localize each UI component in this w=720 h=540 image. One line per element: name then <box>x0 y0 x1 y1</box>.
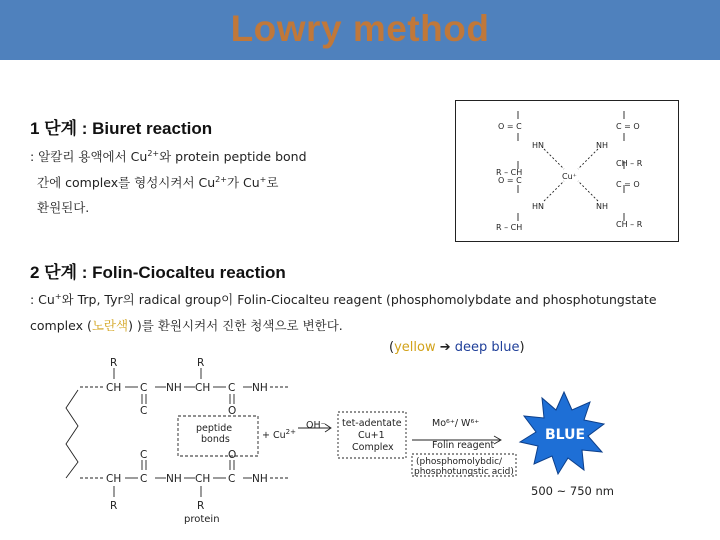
step1-line1-a: : 알칼리 용액에서 Cu <box>30 149 148 164</box>
biuret-cu-label: Cu⁺ <box>562 172 577 181</box>
nh-atom: NH <box>166 382 182 394</box>
biuret-label: CH – R <box>616 220 643 229</box>
step1-heading: 1 단계 : Biuret reaction <box>30 119 213 138</box>
blue-starburst-icon <box>520 392 604 474</box>
ch-atom: CH <box>195 473 211 485</box>
step2-line1-b: 와 Trp, Tyr의 radical group이 Folin-Ciocalteu reagent (phosphomolybdate and phosphotungstate <box>61 292 657 307</box>
step2-line2-yellow: 노란색 <box>91 318 129 333</box>
wavelength-label: 500 ~ 750 nm <box>531 484 614 498</box>
folin-reagent-label: phosphotungstic acid) <box>414 467 514 477</box>
tetradentate-label: Cu+1 <box>358 430 385 441</box>
biuret-complex-structure <box>455 100 679 242</box>
step2-line1-sup: + <box>54 292 62 301</box>
step1-line2-a: 간에 complex를 형성시켜서 Cu <box>37 175 216 190</box>
peptide-bonds-label: bonds <box>201 434 230 445</box>
c-atom: C <box>140 405 148 417</box>
biuret-complex-diagram <box>456 101 678 241</box>
oh-label: OH⁻ <box>306 420 326 431</box>
step1-line2-c: 로 <box>266 175 279 190</box>
step1-line2-sup2: + <box>259 175 267 184</box>
biuret-label: NH <box>596 202 608 211</box>
biuret-label: R – CH <box>496 168 523 177</box>
tetradentate-label: Complex <box>352 442 394 453</box>
o-atom: O <box>228 449 237 461</box>
biuret-label: HN <box>532 202 544 211</box>
tetradentate-label: tet-adentate <box>342 418 402 429</box>
r-group: R <box>197 500 205 512</box>
biuret-label: CH – R <box>616 159 643 168</box>
c-atom: C <box>228 473 236 485</box>
folin-reaction-diagram <box>0 350 720 538</box>
plus-cu-label: + $Cu^{2+}$ <box>262 428 296 441</box>
biuret-label: HN <box>532 141 544 150</box>
folin-reagent-label: Folin reagent <box>432 440 495 451</box>
step1-line1-sup: 2+ <box>147 149 160 158</box>
biuret-label: R – CH <box>496 223 523 232</box>
arrow-right-icon: ➔ <box>439 340 451 355</box>
blue-badge-label: BLUE <box>545 427 586 443</box>
nh-atom: NH <box>166 473 182 485</box>
color-change-open: ( <box>389 340 395 355</box>
color-change-close: ) <box>519 340 525 355</box>
biuret-label: C = O <box>616 180 640 189</box>
o-atom: O <box>228 405 237 417</box>
ch-atom: CH <box>106 473 122 485</box>
peptide-bonds-label: peptide <box>196 423 233 434</box>
protein-label: protein <box>184 514 220 525</box>
color-change-yellow: yellow <box>394 340 436 355</box>
biuret-label: O = C <box>498 122 522 131</box>
c-atom: C <box>140 449 148 461</box>
nh-atom: NH <box>252 382 268 394</box>
mo-w-label: Mo⁶⁺/ W⁶⁺ <box>432 418 480 429</box>
step2-line2-a: complex ( <box>30 318 92 333</box>
step1-line1-b: 와 protein peptide bond <box>159 149 307 164</box>
c-atom: C <box>140 382 148 394</box>
step2-line2 <box>30 316 343 334</box>
c-atom: C <box>228 382 236 394</box>
slide-title: Lowry method <box>230 8 490 49</box>
r-group: R <box>110 357 118 369</box>
step2-line2-b: ) )를 환원시켜서 진한 청색으로 변한다. <box>128 318 343 333</box>
r-group: R <box>110 500 118 512</box>
biuret-label: C = O <box>616 122 640 131</box>
r-group: R <box>197 357 205 369</box>
nh-atom: NH <box>252 473 268 485</box>
step1-line1 <box>30 147 307 165</box>
ch-atom: CH <box>195 382 211 394</box>
step1-line3: 환원된다. <box>37 200 90 215</box>
step1-line2-b: 가 Cu <box>226 175 260 190</box>
folin-reagent-label: (phosphomolybdic/ <box>416 457 503 467</box>
step2-heading: 2 단계 : Folin-Ciocalteu reaction <box>30 263 286 282</box>
biuret-label: O = C <box>498 176 522 185</box>
biuret-label: NH <box>596 141 608 150</box>
ch-atom: CH <box>106 382 122 394</box>
c-atom: C <box>140 473 148 485</box>
step1-line2 <box>37 173 278 191</box>
step1-line2-sup1: 2+ <box>215 175 227 184</box>
step2-line1 <box>30 290 657 308</box>
step2-line1-a: : Cu <box>30 292 55 307</box>
color-change-blue: deep blue <box>454 340 520 355</box>
